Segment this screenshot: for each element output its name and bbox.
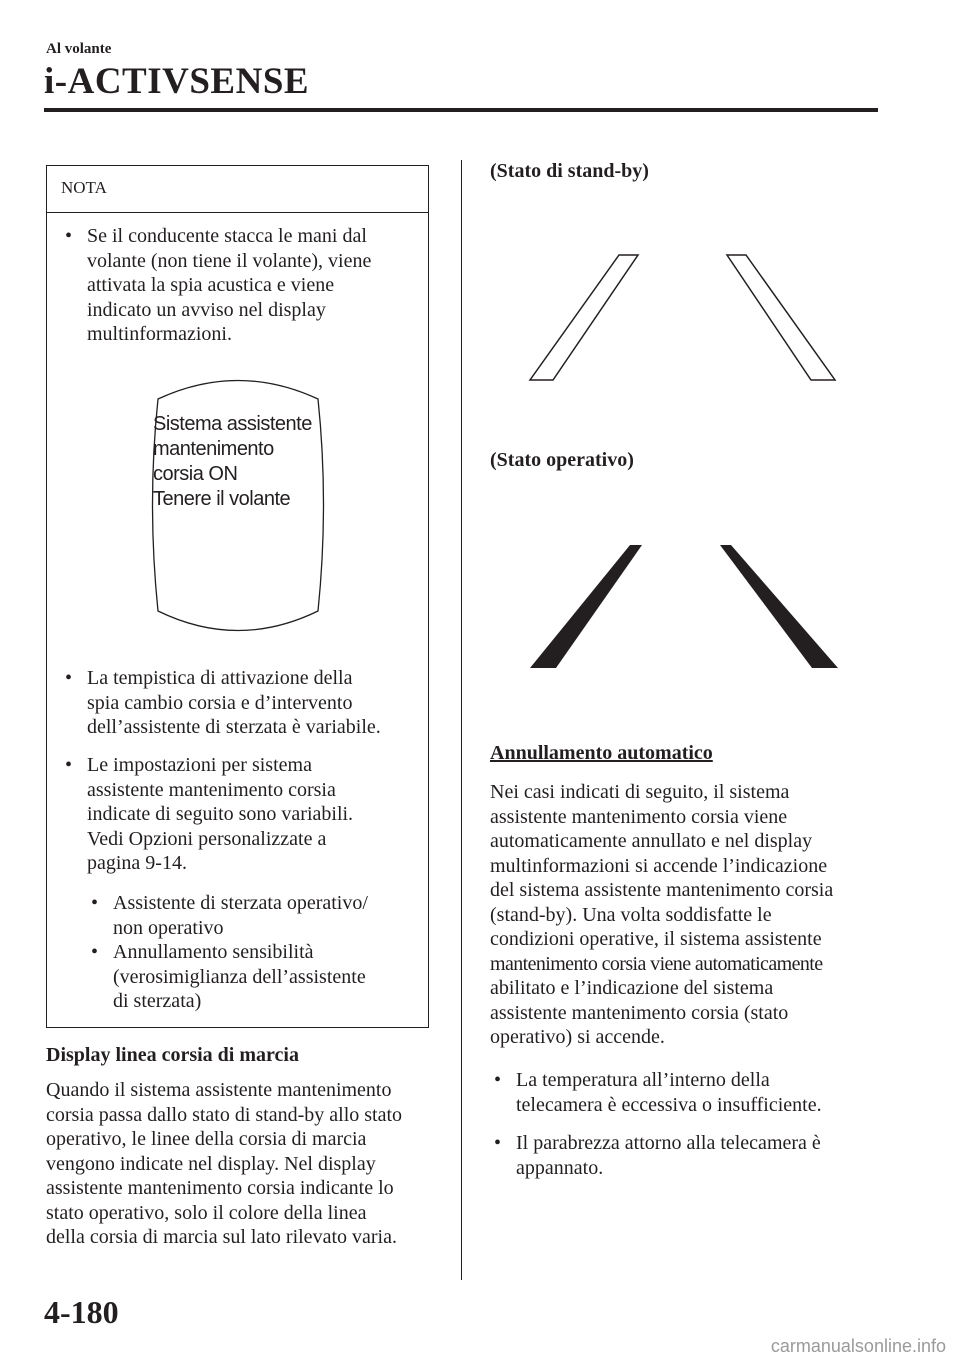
bullet-icon: •	[65, 225, 73, 247]
operative-label: (Stato operativo)	[490, 449, 634, 471]
bullet-icon: •	[65, 667, 73, 689]
display-message: Sistema assistente mantenimento corsia ON Tenere il volante	[153, 413, 312, 510]
note-label: NOTA	[61, 178, 107, 197]
operative-lane-lines-icon	[520, 540, 840, 672]
header-rule	[44, 108, 878, 112]
bullet-icon: •	[65, 754, 73, 776]
bullet-icon: •	[494, 1069, 502, 1091]
standby-label: (Stato di stand-by)	[490, 160, 649, 182]
lane-display-body: Quando il sistema assistente mantenimento corsia passa dallo stato di stand-by allo stato operativo, le linee della corsia di marcia vengono indicate nel display. Nel display assistente mantenimento corsia indicante lo stato operativo, solo il colore della linea della corsia di marcia sul lato rilevato varia.	[46, 1079, 403, 1248]
note-bullet-1: • Se il conducente stacca le mani dal volante (non tiene il volante), viene attivata la spia acustica e viene indicato un avviso nel display multinformazioni.	[65, 225, 372, 345]
bullet-icon: •	[494, 1132, 502, 1154]
note-bullet-2: • La tempistica di attivazione della spia cambio corsia e d’intervento dell’assistente di sterzata è variabile.	[65, 667, 381, 738]
auto-cancel-bullet-1: • La temperatura all’interno della telecamera è eccessiva o insufficiente.	[494, 1069, 822, 1116]
standby-lane-lines-icon	[520, 248, 840, 384]
section-title: i-ACTIVSENSE	[44, 61, 310, 102]
column-divider	[461, 160, 462, 1280]
note-sub-bullet-2: • Annullamento sensibilità (verosimiglianza dell’assistente di sterzata)	[91, 941, 366, 1012]
lane-display-heading: Display linea corsia di marcia	[46, 1044, 299, 1066]
auto-cancel-heading: Annullamento automatico	[490, 742, 713, 764]
note-header	[47, 166, 428, 213]
watermark: carmanualsonline.info	[770, 1336, 946, 1356]
sub-bullet-icon: •	[91, 941, 99, 963]
note-bullet-3: • Le impostazioni per sistema assistente mantenimento corsia indicate di seguito sono variabili. Vedi Opzioni personalizzate a pagina 9-14.	[65, 754, 354, 874]
section-label: Al volante	[46, 41, 112, 57]
auto-cancel-body: Nei casi indicati di seguito, il sistema assistente mantenimento corsia viene automaticamente annullato e nel display multinformazioni si accende l’indicazione del sistema assistente mantenimento corsia (stand-by). Una volta soddisfatte le condizioni operative, il sistema assistente mantenimento corsia viene automaticamente abilitato e l’indicazione del sistema assistente mantenimento corsia (stato operativo) si accende.	[490, 781, 834, 1048]
auto-cancel-bullet-2: • Il parabrezza attorno alla telecamera è appannato.	[494, 1132, 821, 1179]
note-sub-bullet-1: • Assistente di sterzata operativo/ non operativo	[91, 892, 368, 939]
sub-bullet-icon: •	[91, 892, 99, 914]
page-number: 4-180	[44, 1294, 119, 1330]
